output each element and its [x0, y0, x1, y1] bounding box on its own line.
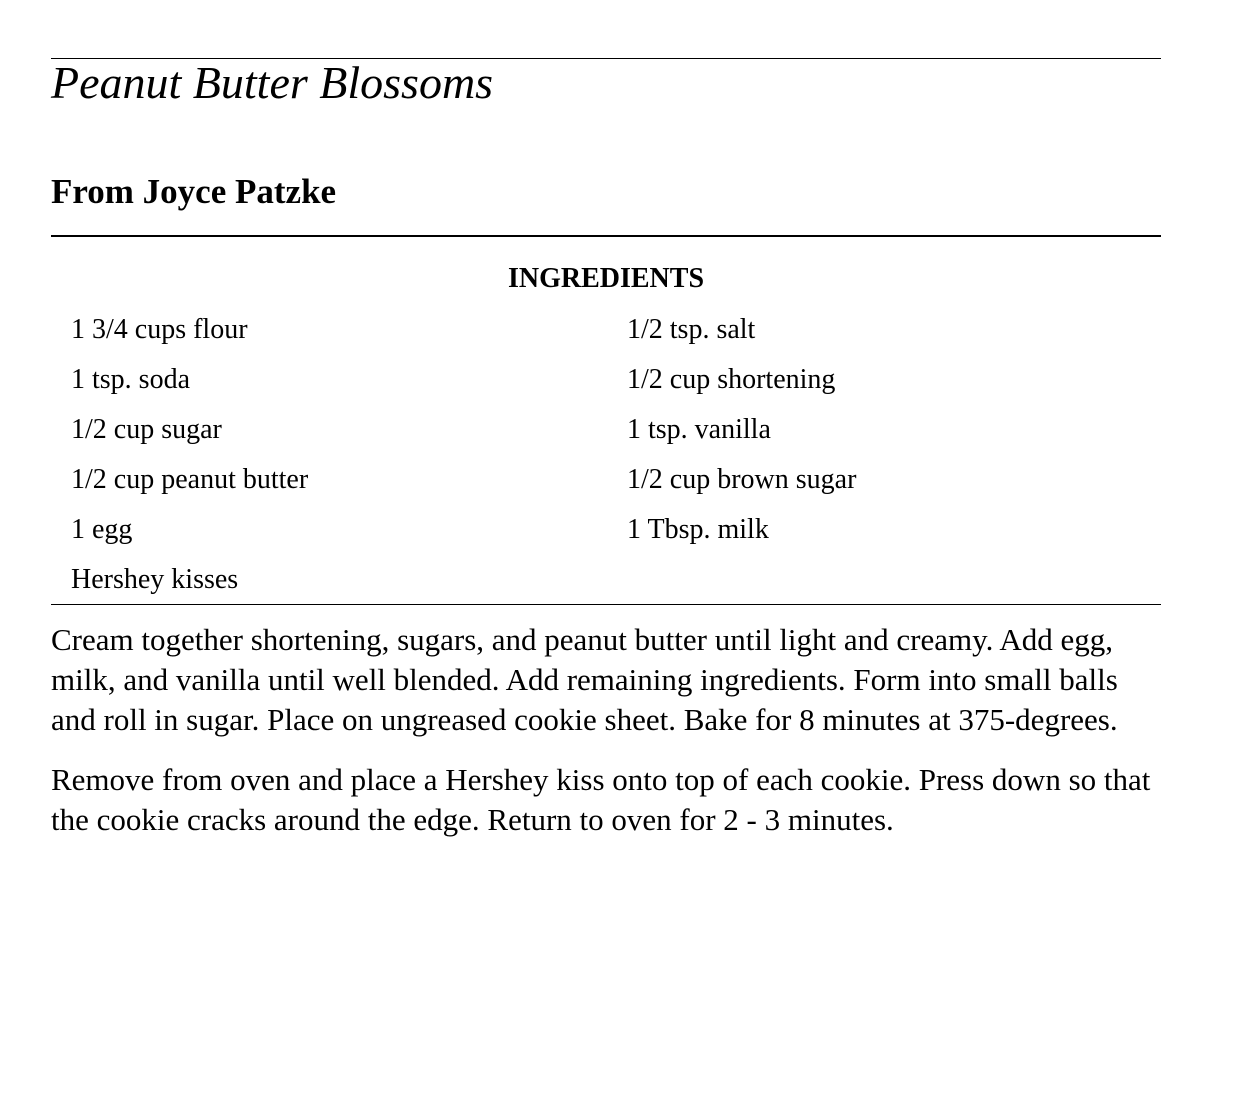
ingredient-item: 1 tsp. vanilla	[627, 414, 771, 445]
ingredients-heading: INGREDIENTS	[507, 263, 705, 294]
ingredients-list	[71, 310, 1161, 610]
recipe-title: Peanut Butter Blossoms	[51, 57, 494, 108]
ingredient-item: 1 Tbsp. milk	[627, 514, 769, 545]
ingredient-item: 1/2 cup peanut butter	[71, 464, 309, 495]
ingredients-divider	[51, 604, 1161, 605]
ingredient-item: 1/2 cup brown sugar	[627, 464, 857, 495]
direction-paragraph: Remove from oven and place a Hershey kiss onto top of each cookie. Press down so that the cookie cracks around the edge. Return to oven for 2 - 3 minutes.	[51, 762, 1151, 837]
ingredient-item: 1 egg	[71, 514, 133, 545]
ingredient-item: 1 3/4 cups flour	[71, 314, 248, 345]
ingredient-item: 1/2 tsp. salt	[627, 314, 756, 345]
ingredient-item: 1 tsp. soda	[71, 364, 190, 395]
directions	[51, 620, 1161, 860]
header-divider	[51, 235, 1161, 237]
recipe-source: From Joyce Patzke	[51, 172, 337, 211]
direction-paragraph: Cream together shortening, sugars, and peanut butter until light and creamy. Add egg, milk, and vanilla until well blended. Add remaining ingredients. Form into small balls and roll in sugar. Place on ungreased cookie sheet. Bake for 8 minutes at 375-degrees.	[51, 622, 1118, 737]
ingredient-item: 1/2 cup shortening	[627, 364, 836, 395]
ingredient-item: 1/2 cup sugar	[71, 414, 222, 445]
ingredient-item: Hershey kisses	[71, 564, 239, 595]
